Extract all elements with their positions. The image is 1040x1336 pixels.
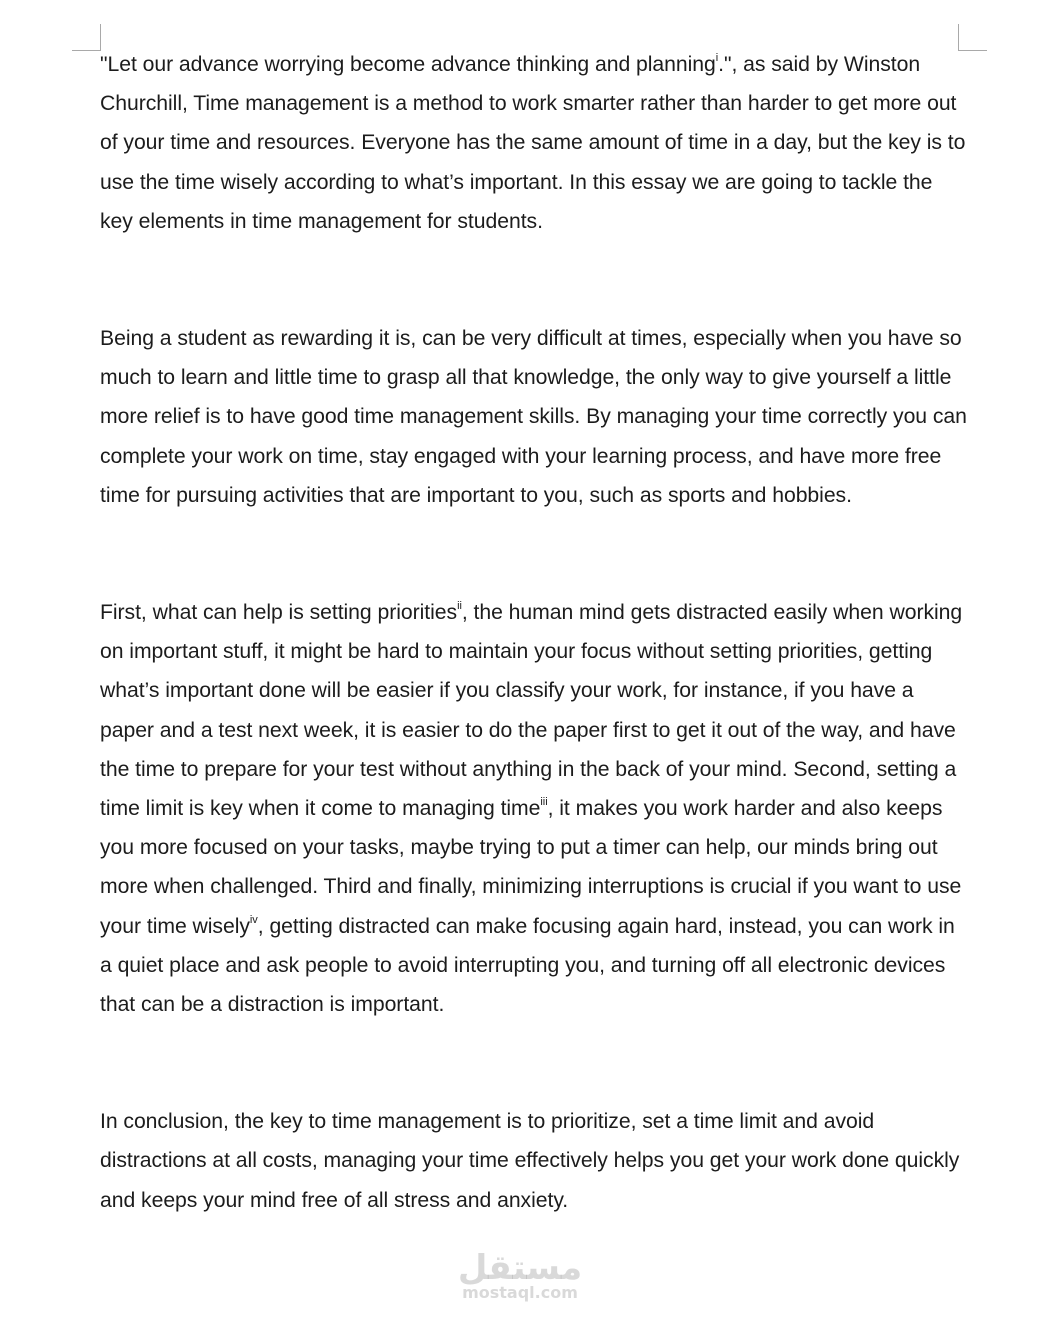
watermark (455, 1250, 585, 1302)
watermark-logo: مستقل (457, 1248, 583, 1288)
paragraph-spacer (100, 1024, 970, 1102)
document-body (100, 45, 970, 1220)
footnote-ref-i[interactable]: i (715, 52, 719, 65)
paragraph-introduction (100, 45, 970, 241)
key-elements-text-3: , it makes you work harder and also keeps you more focused on your tasks, maybe trying to put a timer can help, our minds bring out more when challenged. Third and finally, minimizing interruptions is crucial if you want to use your time wisely (100, 797, 962, 938)
intro-text-1: "Let our advance worrying become advance thinking and planning (100, 53, 716, 76)
paragraph-key-elements (100, 593, 970, 1024)
watermark-text: mostaql.com (462, 1283, 578, 1302)
student-life-text: Being a student as rewarding it is, can be very difficult at times, especially when you have so much to learn and little time to grasp all that knowledge, the only way to give yourself a little more relief is to have good time management skills. By managing your time correctly you can complete your work on time, stay engaged with your learning process, and have more free time for pursuing activities that are important to you, such as sports and hobbies. (100, 327, 967, 507)
footnote-ref-ii[interactable]: ii (457, 600, 462, 613)
footnote-ref-iv[interactable]: iv (249, 913, 258, 926)
key-elements-text-4: , getting distracted can make focusing again hard, instead, you can work in a quiet place and ask people to avoid interrupting you, and turning off all electronic devices that can be a distraction is important. (100, 914, 955, 1017)
crop-mark-top-left (72, 24, 101, 51)
paragraph-conclusion (100, 1102, 970, 1220)
key-elements-text-1: First, what can help is setting priorities (100, 601, 458, 625)
paragraph-spacer (100, 241, 970, 319)
footnote-ref-iii[interactable]: iii (540, 796, 548, 809)
key-elements-text-2: , the human mind gets distracted easily when working on important stuff, it might be hard to maintain your focus without setting priorities, getting what’s important done will be easier if you classify your work, for instance, if you have a paper and a test next week, it is easier to do the paper first to get it out of the way, and have the time to prepare for your test without anything in the back of your mind. Second, setting a time limit is key when it come to managing time (100, 601, 963, 821)
paragraph-student-life (100, 319, 970, 515)
conclusion-text: In conclusion, the key to time management is to prioritize, set a time limit and avoid distractions at all costs, managing your time effectively helps you get your work done quickly and keeps your mind free of all stress and anxiety. (100, 1110, 960, 1212)
intro-text-2: .", as said by Winston Churchill, Time management is a method to work smarter rather than harder to get more out of your time and resources. Everyone has the same amount of time in a day, but the key is to use the time wisely according to what’s important. In this essay we are going to tackle the key elements in time management for students. (100, 53, 966, 233)
paragraph-spacer (100, 515, 970, 593)
